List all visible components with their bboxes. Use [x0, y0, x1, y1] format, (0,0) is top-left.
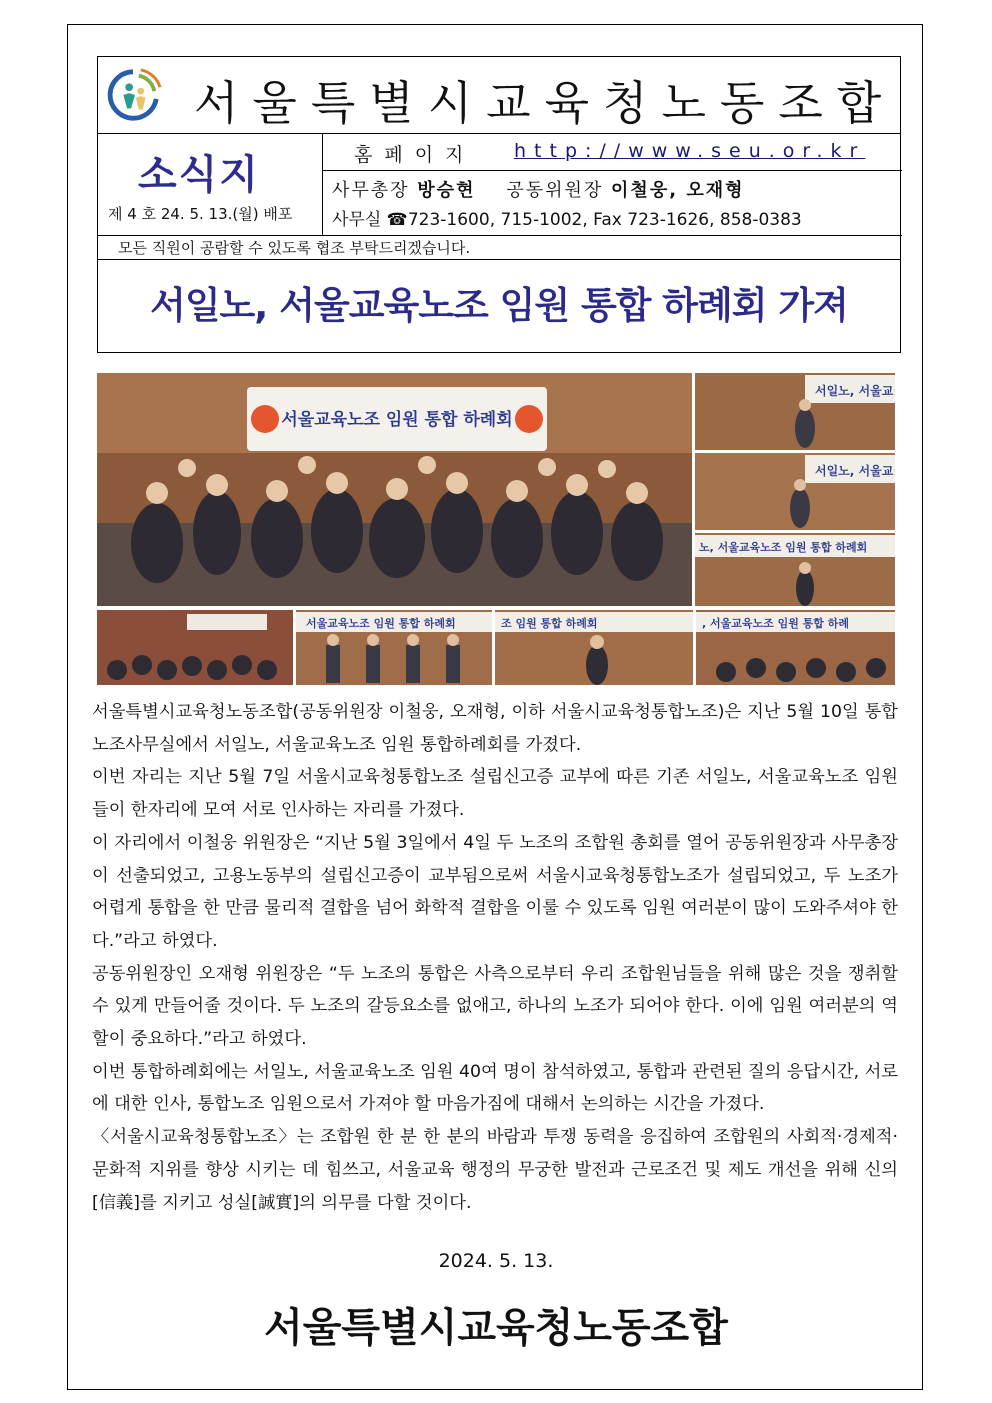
speaker-photo-4	[495, 610, 693, 685]
notice-text: 모든 직원이 공람할 수 있도록 협조 부탁드리겠습니다.	[118, 239, 471, 257]
headline: 서일노, 서울교육노조 임원 통합 하례회 가져	[150, 284, 848, 327]
officers-photo	[296, 610, 492, 685]
article-paragraph: 이번 통합하례회에는 서일노, 서울교육노조 임원 40여 명이 참석하였고, 통합과 관련된 질의 응답시간, 서로에 대한 인사, 통합노조 임원으로서 가져야 할 마음가짐에 대해서 논의하는 시간을 가졌다.	[92, 1061, 898, 1115]
article-paragraph: 공동위원장인 오재형 위원장은 “두 노조의 통합은 사측으로부터 우리 조합원님들을 위해 많은 것을 쟁취할 수 있게 만들어줄 것이다. 두 노조의 갈등요소를 없애고, 하나의 노조가 되어야 한다. 이에 임원 여러분의 역할이 중요하다.”라고 하였다.	[92, 963, 898, 1050]
banner-bottom-4-text: , 서울교육노조 임원 통합 하례	[702, 617, 850, 630]
newsletter-title: 소식지	[138, 152, 260, 198]
notice-row	[98, 235, 900, 260]
article-paragraph: 이번 자리는 지난 5월 7일 서울시교육청통합노조 설립신고증 교부에 따른 기존 서일노, 서울교육노조 임원들이 한자리에 모여 서로 인사하는 자리를 가졌다.	[92, 767, 898, 821]
contact-line: 사무실 ☎723-1600, 715-1002, Fax 723-1626, 858-0383	[332, 210, 802, 230]
masthead	[97, 56, 901, 353]
homepage-row	[322, 133, 902, 171]
speaker-photo-1	[695, 373, 895, 450]
article-paragraph: 이 자리에서 이철웅 위원장은 “지난 5월 3일에서 4일 두 노조의 조합원 총회를 열어 공동위원장과 사무총장이 선출되었고, 고용노동부의 설립신고증이 교부됨으로써 서울시교육청통합노조가 설립되었고, 두 노조가 어렵게 통합을 한 만큼 물리적 결합을 넘어 화학적 결합을 이룰 수 있도록 임원 여러분이 많이 도와주셔야 한다.”라고 하였다.	[92, 832, 898, 951]
speaker-photo-3	[695, 533, 895, 606]
banner-small-2-text: 서일노, 서울교	[815, 464, 894, 478]
secretary-label: 사무총장	[332, 180, 410, 201]
officers-row	[322, 170, 902, 236]
homepage-label: 홈페이지	[354, 144, 476, 166]
article-body	[92, 696, 898, 1219]
banner-small-3-text: 노, 서울교육노조 임원 통합 하례회	[699, 541, 868, 554]
banner-main-text: 서울교육노조 임원 통합 하례회	[281, 410, 513, 430]
banner-bottom-2-text: 서울교육노조 임원 통합 하례회	[306, 617, 456, 630]
issue-line: 제 4 호 24. 5. 13.(월) 배포	[108, 205, 293, 223]
article-paragraph: 〈서울시교육청통합노조〉는 조합원 한 분 한 분의 바람과 투쟁 동력을 응집하여 조합원의 사회적·경제적·문화적 지위를 향상 시키는 데 힘쓰고, 서울교육 행정의 무궁한 발전과 근로조건 및 제도 개선을 위해 신의[信義]를 지키고 성실[誠實]의 의무를 다할 것이다.	[92, 1127, 898, 1213]
homepage-link[interactable]: http://www.seu.or.kr	[514, 140, 866, 162]
newsletter-box	[98, 133, 323, 236]
speaker-photo-2	[695, 453, 895, 530]
union-logo-icon	[104, 65, 162, 125]
audience-photo-1	[97, 610, 293, 685]
footer-signature: 서울특별시교육청노동조합	[264, 1305, 728, 1351]
group-photo	[97, 373, 692, 606]
publish-date: 2024. 5. 13.	[438, 1250, 554, 1272]
banner-bottom-3-text: 조 임원 통합 하례회	[501, 617, 598, 630]
cochairs-names: 이철웅, 오재형	[611, 180, 745, 201]
officers-line	[332, 176, 744, 202]
photo-collage	[97, 373, 895, 685]
article-paragraph: 서울특별시교육청노동조합(공동위원장 이철웅, 오재형, 이하 서울시교육청통합노조)은 지난 5월 10일 통합노조사무실에서 서일노, 서울교육노조 임원 통합하례회를 가졌다.	[92, 702, 898, 755]
secretary-name: 방승현	[417, 180, 476, 201]
masthead-title-row	[98, 57, 900, 134]
audience-photo-2	[696, 610, 895, 685]
banner-small-1-text: 서일노, 서울교	[815, 384, 894, 398]
org-title: 서울특별시교육청노동조합	[194, 76, 896, 130]
cochairs-label: 공동위원장	[506, 180, 604, 201]
